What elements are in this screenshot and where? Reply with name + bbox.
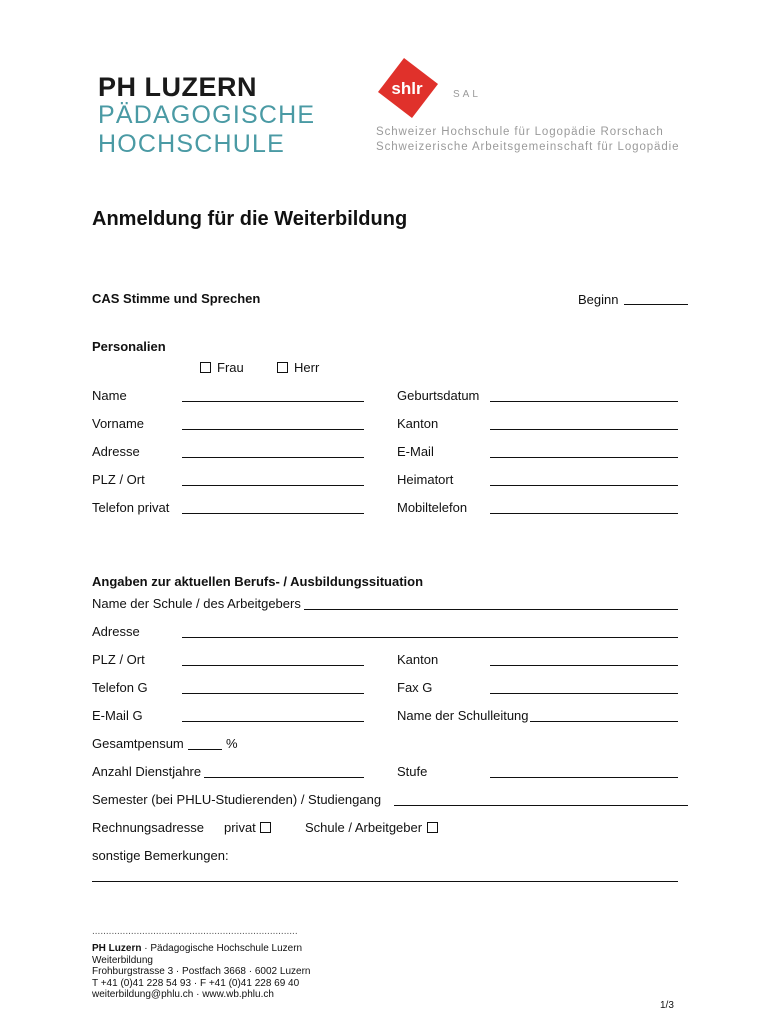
schule-label: Name der Schule / des Arbeitgebers (92, 596, 301, 611)
schule-arbeitgeber-label: Schule / Arbeitgeber (305, 820, 423, 835)
schule-field[interactable] (304, 609, 678, 610)
dienstjahre-field[interactable] (204, 777, 364, 778)
footer-contact: weiterbildung@phlu.ch · www.wb.phlu.ch (92, 989, 274, 1000)
plz-ort-label: PLZ / Ort (92, 472, 145, 487)
gesamtpensum-field[interactable] (188, 749, 222, 750)
stufe-label: Stufe (397, 764, 428, 779)
email-g-field[interactable] (182, 721, 364, 722)
page-title: Anmeldung für die Weiterbildung (92, 208, 408, 230)
footer-org-rest: · Pädagogische Hochschule Luzern (141, 943, 303, 954)
bemerkungen-label: sonstige Bemerkungen: (92, 848, 229, 863)
frau-label: Frau (217, 360, 244, 375)
schule-arbeitgeber-checkbox[interactable] (427, 822, 438, 833)
footer-dept: Weiterbildung (92, 954, 153, 966)
beruf-plz-ort-field[interactable] (182, 665, 364, 666)
adresse-field[interactable] (182, 457, 364, 458)
course-name: CAS Stimme und Sprechen (92, 291, 261, 306)
privat-checkbox[interactable] (260, 822, 271, 833)
footer-org-bold: PH Luzern (92, 943, 142, 954)
name-field[interactable] (182, 401, 364, 402)
dienstjahre-label: Anzahl Dienstjahre (92, 764, 202, 779)
frau-checkbox[interactable] (200, 362, 211, 373)
schulleitung-label: Name der Schulleitung (397, 708, 529, 723)
stufe-field[interactable] (490, 777, 678, 778)
heimatort-label: Heimatort (397, 472, 454, 487)
telefon-g-field[interactable] (182, 693, 364, 694)
email-field[interactable] (490, 457, 678, 458)
shlr-line2: Schweizerische Arbeitsgemeinschaft für Logopädie (376, 141, 680, 153)
email-g-label: E-Mail G (92, 708, 143, 723)
fax-g-label: Fax G (397, 680, 433, 695)
shlr-diamond-icon (376, 56, 440, 120)
section-beruf: Angaben zur aktuellen Berufs- / Ausbildungssituation (92, 574, 424, 589)
adresse-label: Adresse (92, 444, 140, 459)
mobiltelefon-label: Mobiltelefon (397, 500, 468, 515)
geburtsdatum-label: Geburtsdatum (397, 388, 480, 403)
privat-label: privat (224, 820, 256, 835)
rechnungsadresse-label: Rechnungsadresse (92, 820, 205, 835)
bemerkungen-field[interactable] (92, 881, 678, 882)
mobiltelefon-field[interactable] (490, 513, 678, 514)
beginn-label: Beginn (578, 292, 619, 307)
sal-label: SAL (453, 89, 481, 100)
vorname-field[interactable] (182, 429, 364, 430)
section-personalien: Personalien (92, 339, 166, 354)
kanton-label: Kanton (397, 416, 439, 431)
footer-org (92, 943, 302, 955)
beruf-adresse-label: Adresse (92, 624, 140, 639)
footer-phone: T +41 (0)41 228 54 93 · F +41 (0)41 228 69 40 (92, 977, 300, 989)
vorname-label: Vorname (92, 416, 145, 431)
shlr-line1: Schweizer Hochschule für Logopädie Rorschach (376, 126, 664, 138)
geburtsdatum-field[interactable] (490, 401, 678, 402)
ph-luzern-logo: PH LUZERN (98, 72, 257, 102)
beginn-field[interactable] (624, 304, 688, 305)
semester-label: Semester (bei PHLU-Studierenden) / Studiengang (92, 792, 382, 807)
telefon-g-label: Telefon G (92, 680, 148, 695)
shlr-mark-text: shlr (391, 79, 423, 98)
beruf-kanton-field[interactable] (490, 665, 678, 666)
footer-dots: .......................................................................... (92, 926, 298, 937)
name-label: Name (92, 388, 127, 403)
fax-g-field[interactable] (490, 693, 678, 694)
beruf-adresse-field[interactable] (182, 637, 678, 638)
percent-sign: % (226, 736, 238, 751)
heimatort-field[interactable] (490, 485, 678, 486)
ph-logo-line2: PÄDAGOGISCHE (98, 101, 316, 129)
schulleitung-field[interactable] (530, 721, 678, 722)
plz-ort-field[interactable] (182, 485, 364, 486)
semester-field[interactable] (394, 805, 688, 806)
herr-checkbox[interactable] (277, 362, 288, 373)
ph-logo-line3: HOCHSCHULE (98, 130, 286, 158)
page-number: 1/3 (660, 1000, 674, 1011)
kanton-field[interactable] (490, 429, 678, 430)
shlr-logo-mark (376, 56, 440, 120)
herr-label: Herr (294, 360, 320, 375)
footer-address: Frohburgstrasse 3 · Postfach 3668 · 6002 Luzern (92, 966, 311, 977)
beruf-plz-ort-label: PLZ / Ort (92, 652, 145, 667)
email-label: E-Mail (397, 444, 434, 459)
gesamtpensum-label: Gesamtpensum (92, 736, 184, 751)
telefon-privat-field[interactable] (182, 513, 364, 514)
telefon-privat-label: Telefon privat (92, 500, 170, 515)
beruf-kanton-label: Kanton (397, 652, 439, 667)
